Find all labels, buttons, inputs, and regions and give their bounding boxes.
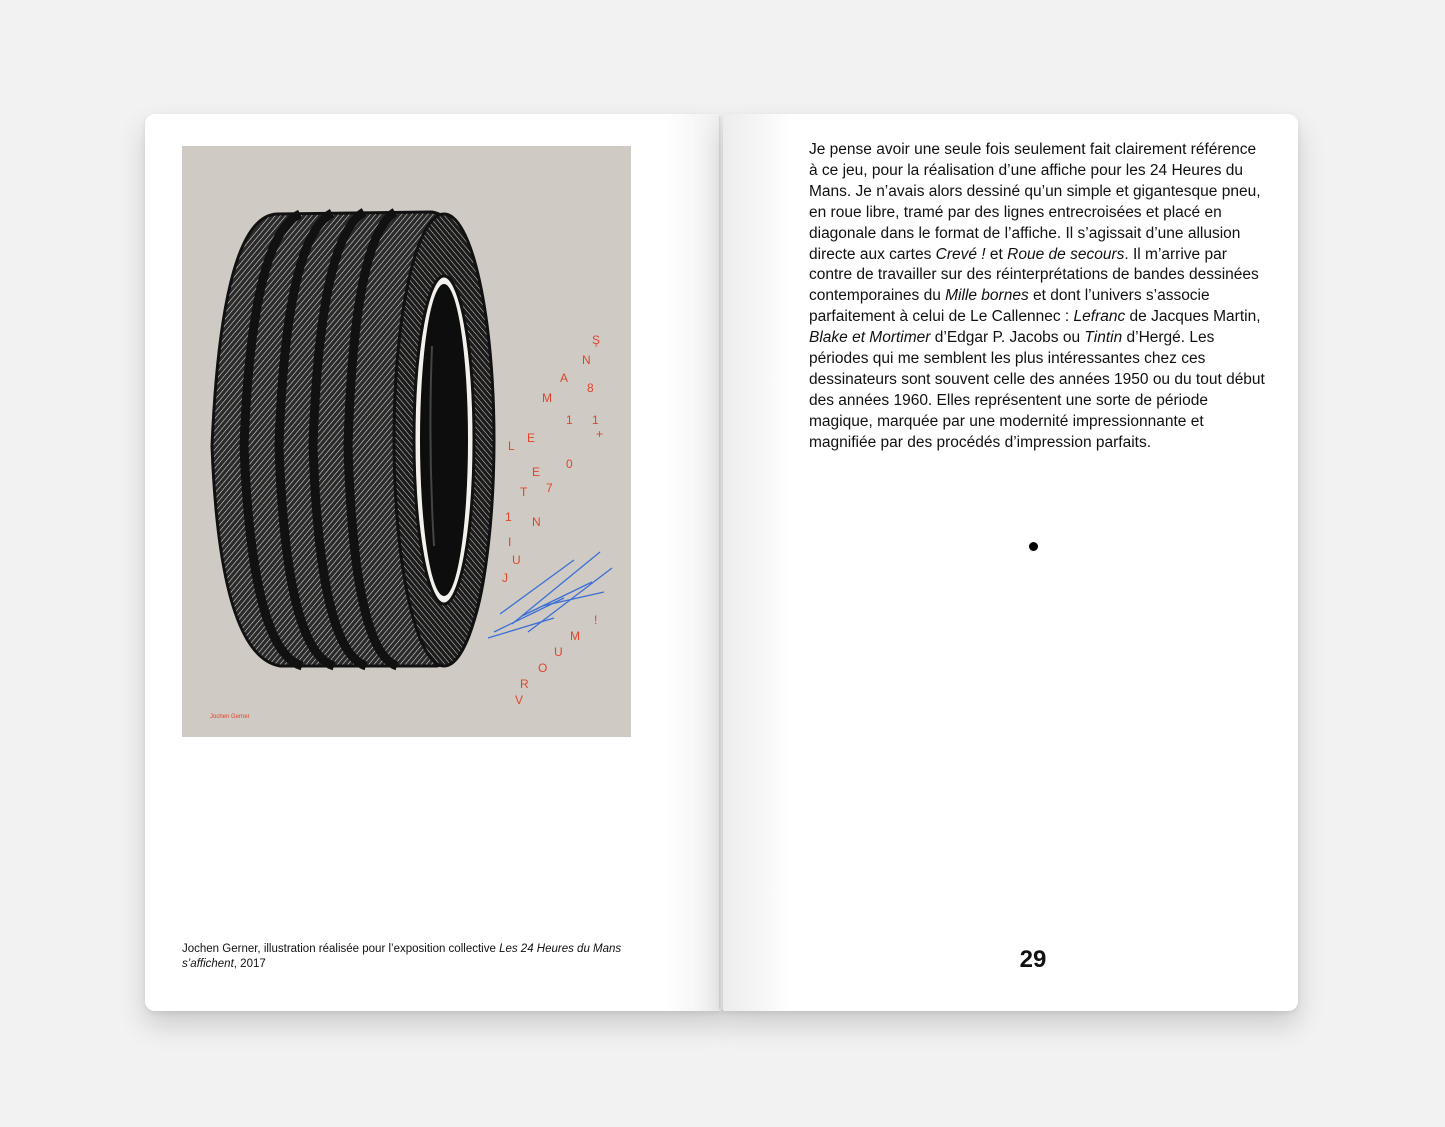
svg-text:7: 7 (546, 481, 553, 495)
svg-text:Ş: Ş (592, 333, 601, 347)
left-page (145, 114, 721, 1011)
svg-text:0: 0 (566, 457, 573, 471)
svg-text:T: T (520, 485, 528, 499)
svg-text:A: A (560, 371, 569, 385)
svg-text:E: E (532, 465, 541, 479)
poster-credit: Jochen Gerner (210, 714, 250, 720)
right-page (723, 114, 1298, 1011)
svg-text:O: O (538, 661, 548, 675)
caption-text: Jochen Gerner, illustration réalisée pour l’exposition collective (182, 943, 500, 955)
caption-date: , 2017 (233, 958, 266, 970)
svg-text:R: R (520, 677, 529, 691)
tire-poster-illustration (182, 146, 631, 737)
tire-drawing (182, 146, 631, 737)
page-number: 29 (1019, 946, 1047, 973)
svg-text:N: N (532, 515, 541, 529)
svg-text:N: N (582, 353, 591, 367)
svg-text:J: J (502, 571, 508, 585)
svg-text:!: ! (594, 613, 598, 627)
svg-text:U: U (512, 553, 521, 567)
svg-text:M: M (570, 629, 580, 643)
book-spread (145, 114, 1298, 1011)
svg-text:I: I (508, 535, 512, 549)
poster-red-letters (502, 333, 603, 707)
svg-text:+: + (596, 427, 604, 441)
svg-text:1: 1 (592, 413, 599, 427)
section-end-bullet (1029, 542, 1038, 551)
svg-text:E: E (527, 431, 536, 445)
svg-text:V: V (515, 693, 524, 707)
caption-title: Les 24 Heures du Mans s’affichent (182, 943, 622, 970)
svg-text:U: U (554, 645, 563, 659)
svg-text:1: 1 (566, 413, 573, 427)
svg-text:L: L (508, 439, 515, 453)
svg-text:8: 8 (587, 381, 594, 395)
svg-text:M: M (542, 391, 552, 405)
svg-text:1: 1 (505, 510, 512, 524)
body-paragraph: Je pense avoir une seule fois seulement fait clairement référence à ce jeu, pour la réalisation d’une affiche pour les 24 Heures du Mans. Je n’avais alors dessiné qu’un simple et gigantesque pneu, en roue libre, tramé par des lignes entrecroisées et placé en diagonale dans le format de l’affiche. Il s’agissait d’une allusion directe aux cartes Crevé ! et Roue de secours. Il m’arrive par contre de travailler sur des réinterprétations de bandes dessinées contemporaines du Mille bornes et dont l’univers s’associe parfaitement à celui de Le Callennec : Lefranc de Jacques Martin, Blake et Mortimer d’Edgar P. Jacobs ou Tintin d’Hergé. Les périodes qui me semblent les plus intéressantes chez ces dessinateurs sont souvent celle des années 1950 ou du tout début des années 1960. Elles représentent une sorte de période magique, marquée par une modernité impressionnante et magnifiée par des procédés d’impression parfaits. (809, 141, 1265, 451)
figure-caption (182, 942, 642, 972)
